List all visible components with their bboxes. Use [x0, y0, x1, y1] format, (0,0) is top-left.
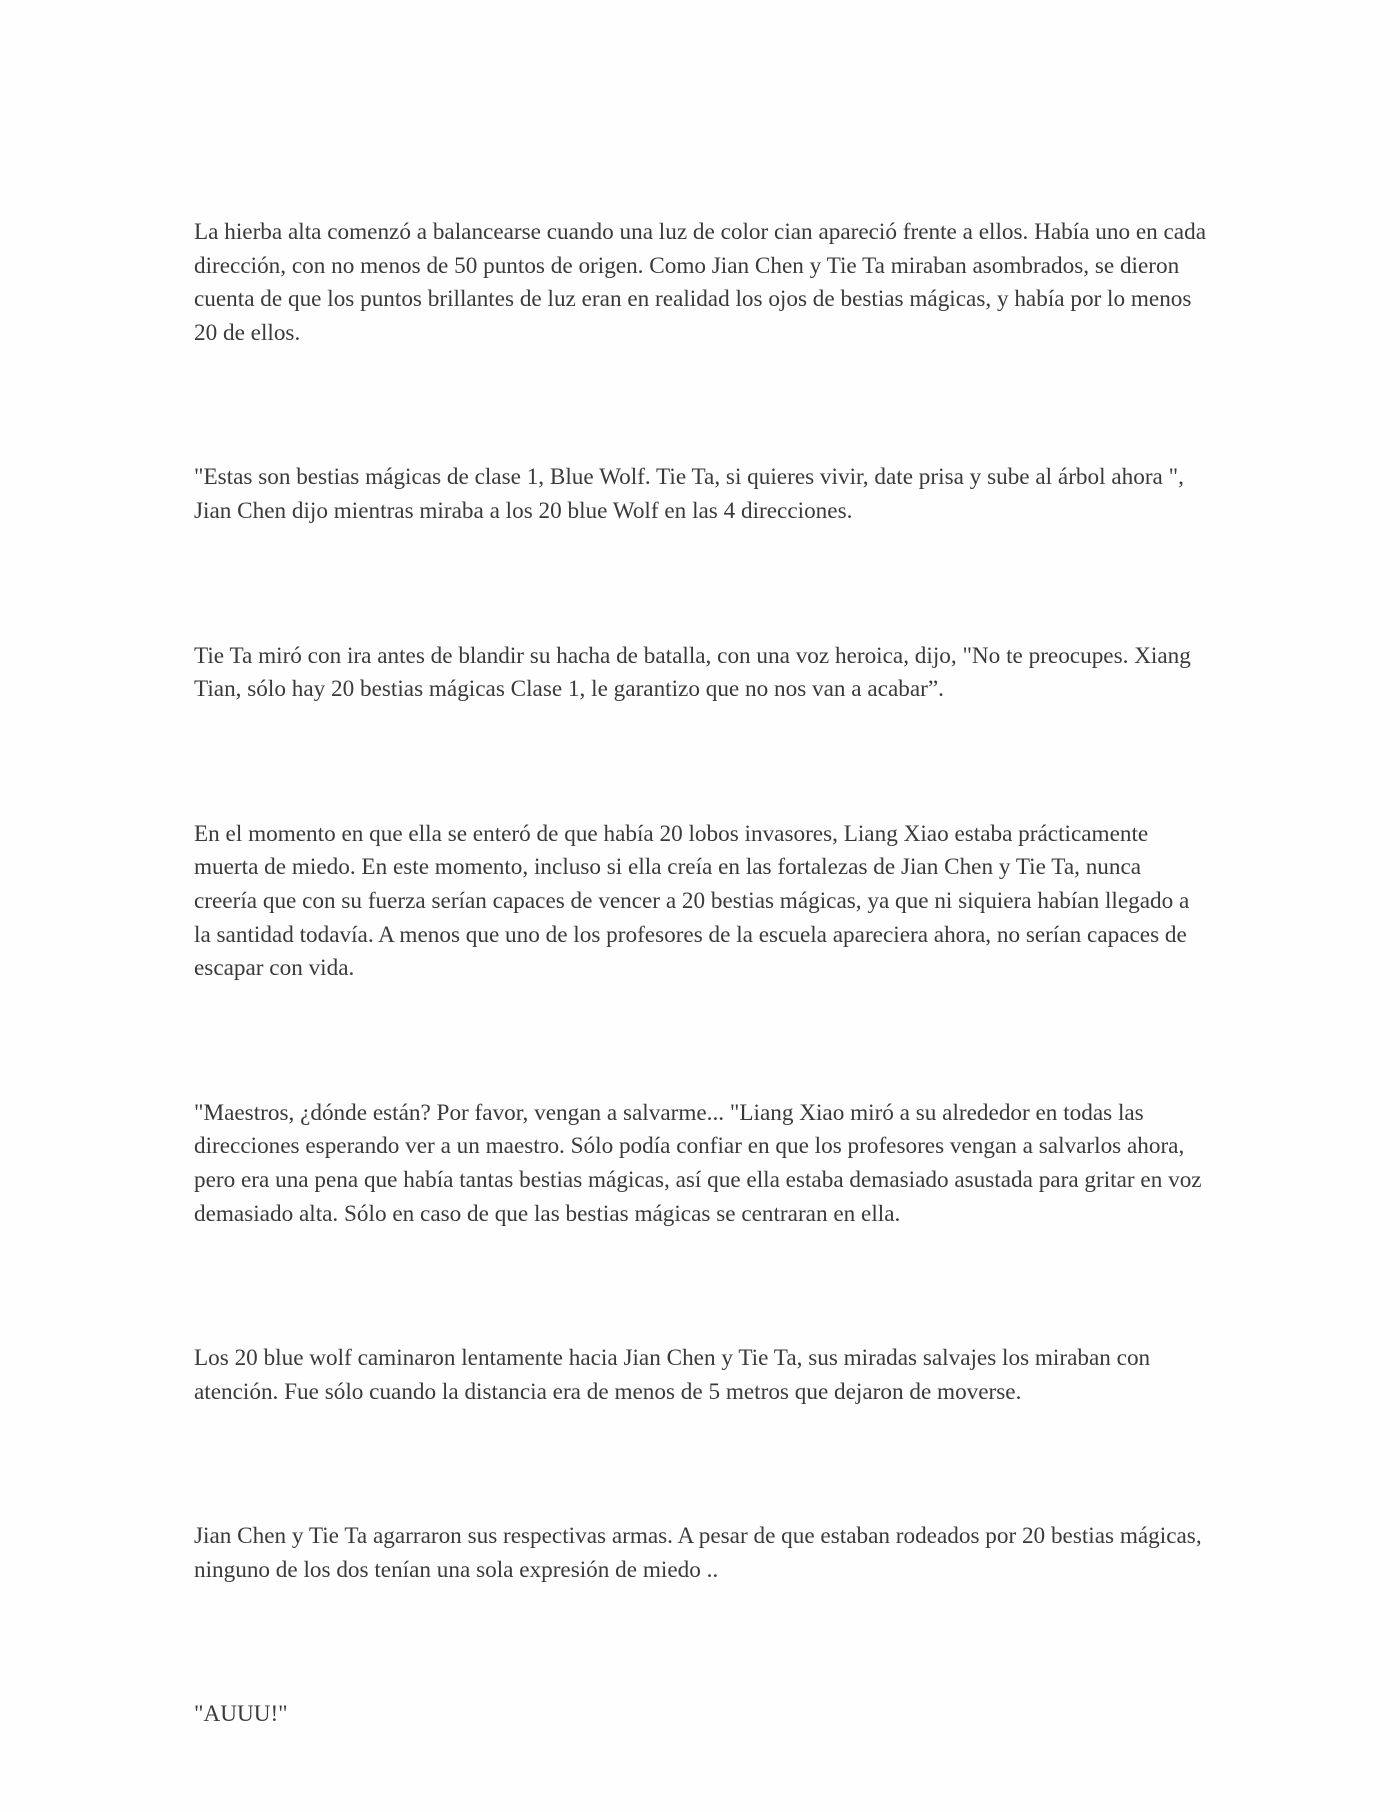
- paragraph-3: Tie Ta miró con ira antes de blandir su hacha de batalla, con una voz heroica, dijo, "No te preocupes. Xiang Tian, sólo hay 20 bestias mágicas Clase 1, le garantizo que no nos van a acabar”.: [194, 642, 1191, 703]
- document-body: [194, 216, 1206, 1732]
- paragraph-5: "Maestros, ¿dónde están? Por favor, vengan a salvarme... "Liang Xiao miró a su alrededor en todas las direcciones esperando ver a un maestro. Sólo podía confiar en que los profesores vengan a salvarlos ahora, pero era una pena que había tantas bestias mágicas, así que ella estaba demasiado asustada para gritar en voz demasiado alta. Sólo en caso de que las bestias mágicas se centraran en ella.: [194, 1099, 1202, 1227]
- paragraph-2: "Estas son bestias mágicas de clase 1, Blue Wolf. Tie Ta, si quieres vivir, date prisa y sube al árbol ahora ", Jian Chen dijo mientras miraba a los 20 blue Wolf en las 4 direcciones.: [194, 464, 1184, 524]
- paragraph-1: La hierba alta comenzó a balancearse cuando una luz de color cian apareció frente a ellos. Había uno en cada dirección, con no menos de 50 puntos de origen. Como Jian Chen y Tie Ta miraban asombrados, se dieron cuenta de que los puntos brillantes de luz eran en realidad los ojos de bestias mágicas, y había por lo menos 20 de ellos.: [194, 219, 1206, 346]
- paragraph-6: Los 20 blue wolf caminaron lentamente hacia Jian Chen y Tie Ta, sus miradas salvajes los miraban con atención. Fue sólo cuando la distancia era de menos de 5 metros que dejaron de moverse.: [194, 1345, 1151, 1405]
- paragraph-8: "AUUU!": [194, 1701, 288, 1728]
- paragraph-7: Jian Chen y Tie Ta agarraron sus respectivas armas. A pesar de que estaban rodeados por 20 bestias mágicas, ninguno de los dos tenían una sola expresión de miedo ..: [194, 1523, 1202, 1583]
- paragraph-4: En el momento en que ella se enteró de que había 20 lobos invasores, Liang Xiao estaba prácticamente muerta de miedo. En este momento, incluso si ella creía en las fortalezas de Jian Chen y Tie Ta, nunca creería que con su fuerza serían capaces de vencer a 20 bestias mágicas, ya que ni siquiera habían llegado a la santidad todavía. A menos que uno de los profesores de la escuela apareciera ahora, no serían capaces de escapar con vida.: [194, 820, 1190, 982]
